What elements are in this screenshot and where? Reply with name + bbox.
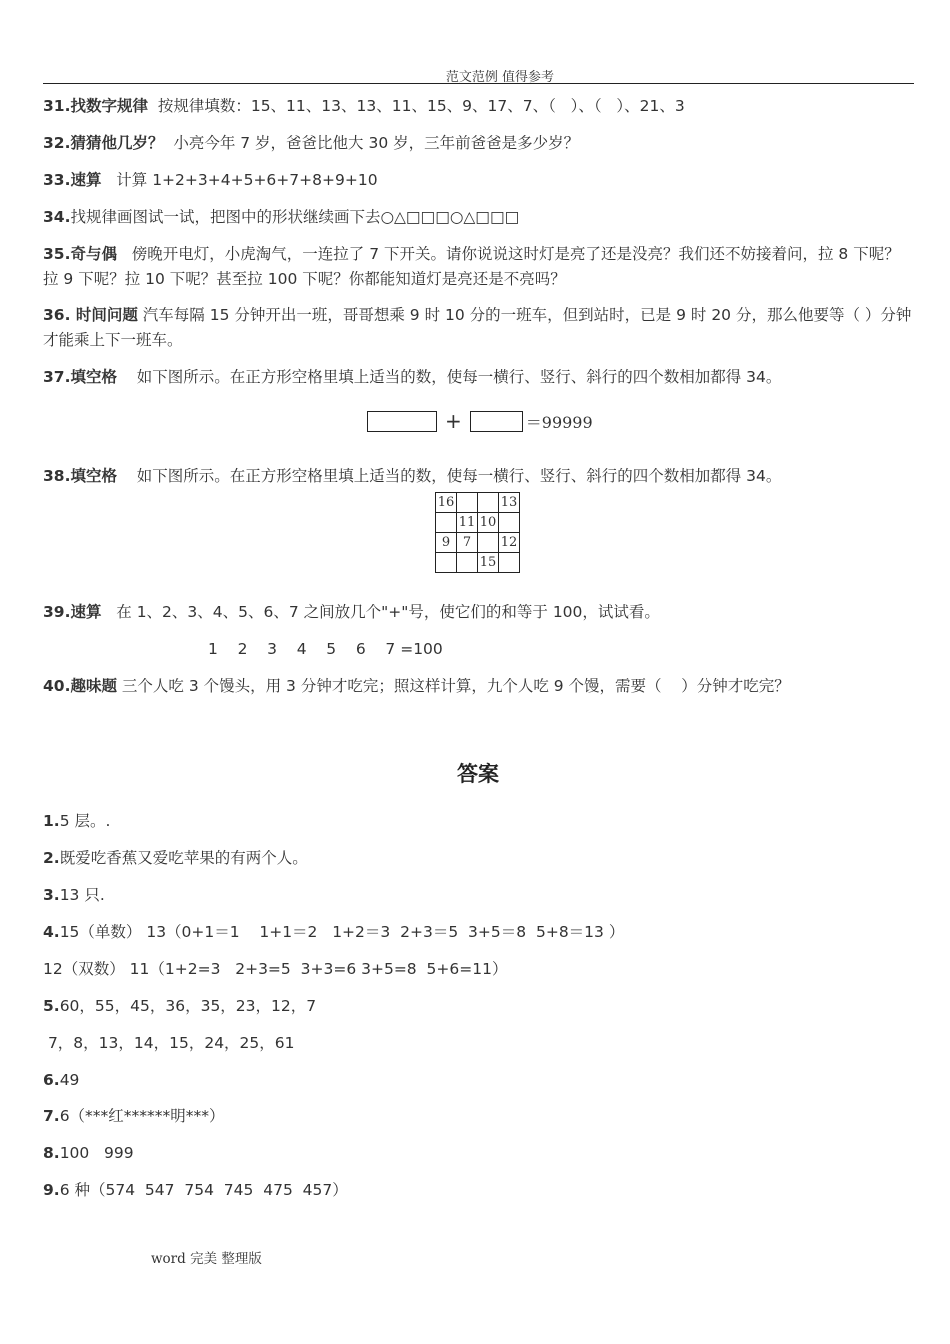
plus-sign: + <box>445 409 462 433</box>
question-31 <box>43 94 915 119</box>
answer-text: 5 层。. <box>59 812 111 830</box>
question-39 <box>43 600 915 625</box>
grid-row <box>436 493 520 513</box>
grid-cell: 10 <box>478 513 499 533</box>
question-37 <box>43 365 915 390</box>
question-title: 猜猜他几岁？ <box>70 134 164 152</box>
answer-text: 100 999 <box>59 1144 134 1162</box>
question-number: 36. <box>43 306 71 324</box>
grid-cell <box>457 493 478 513</box>
question-text: 找规律画图试一试，把图中的形状继续画下去○△□□□○△□□□ <box>70 208 520 226</box>
answer-text: 7，8，13，14，15，24，25，61 <box>43 1034 295 1052</box>
question-number: 32. <box>43 134 71 152</box>
question-title: 找数字规律 <box>70 97 148 115</box>
question-number: 40. <box>43 677 71 695</box>
answer-9 <box>43 1178 915 1203</box>
question-text: 在 1、2、3、4、5、6、7 之间放几个"+"号，使它们的和等于 100，试试看。 <box>101 603 660 621</box>
answer-5 <box>43 994 915 1019</box>
question-text: 小亮今年 7 岁，爸爸比他大 30 岁，三年前爸爸是多少岁？ <box>163 134 580 152</box>
answer-number: 6. <box>43 1071 60 1089</box>
question-text: 如下图所示。在正方形空格里填上适当的数，使每一横行、竖行、斜行的四个数相加都得 34。 <box>116 467 782 485</box>
question-title: 速算 <box>70 603 102 621</box>
question-title: 奇与偶 <box>70 245 117 263</box>
answer-number: 7. <box>43 1107 60 1125</box>
answer-text: 15（单数） 13（0+1＝1 1+1＝2 1+2＝3 2+3＝5 3+5＝8 5+8＝13 ） <box>59 923 625 941</box>
question-number: 34. <box>43 208 71 226</box>
answer-6 <box>43 1068 915 1093</box>
page-footer: word 完美 整理版 <box>151 1251 262 1267</box>
answers-title: 答案 <box>457 762 499 786</box>
answer-4 <box>43 920 915 945</box>
question-number: 37. <box>43 368 71 386</box>
question-number: 31. <box>43 97 71 115</box>
question-title: 时间问题 <box>70 306 138 324</box>
question-number: 39. <box>43 603 71 621</box>
grid-row <box>436 533 520 553</box>
question-35 <box>43 242 915 292</box>
question-32 <box>43 131 915 156</box>
question-33 <box>43 168 915 193</box>
question-text: 汽车每隔 15 分钟开出一班，哥哥想乘 9 时 10 分的一班车，但到站时，已是 9 时 20 分，那么他要等（ ）分钟才能乘上下一班车。 <box>43 306 912 349</box>
question-text: 傍晚开电灯，小虎淘气，一连拉了 7 下开关。请你说说这时灯是亮了还是没亮？我们还不妨接着问，拉 8 下呢？拉 9 下呢？拉 10 下呢？甚至拉 100 下呢？你都能知道灯是亮还是不亮吗？ <box>43 245 900 288</box>
question-34 <box>43 205 915 230</box>
grid-cell <box>499 513 520 533</box>
question-text: 按规律填数：15、11、13、13、11、15、9、17、7、（ ）、（ ）、21、3 <box>147 97 685 115</box>
answer-3 <box>43 883 915 908</box>
answer-number: 4. <box>43 923 60 941</box>
question-number: 33. <box>43 171 71 189</box>
question-number: 38. <box>43 467 71 485</box>
grid-cell <box>457 553 478 573</box>
answer-number: 1. <box>43 812 60 830</box>
answer-text: 既爱吃香蕉又爱吃苹果的有两个人。 <box>59 849 308 867</box>
grid-cell <box>478 533 499 553</box>
question-36 <box>43 303 915 353</box>
answer-5-continued <box>43 1031 915 1056</box>
answer-7 <box>43 1104 915 1129</box>
question-40 <box>43 674 915 699</box>
number-sequence: 1 2 3 4 5 6 7 =100 <box>208 640 443 658</box>
answer-4-continued <box>43 957 915 982</box>
answer-number: 3. <box>43 886 60 904</box>
magic-square-grid <box>435 492 520 573</box>
grid-cell: 12 <box>499 533 520 553</box>
question-title: 填空格 <box>70 467 117 485</box>
equation-result: ＝99999 <box>525 412 593 432</box>
answer-text: 49 <box>59 1071 80 1089</box>
page-header: 范文范例 值得参考 <box>445 70 555 85</box>
grid-cell: 9 <box>436 533 457 553</box>
question-text: 计算 1+2+3+4+5+6+7+8+9+10 <box>101 171 378 189</box>
answer-text: 6 种（574 547 754 745 475 457） <box>59 1181 348 1199</box>
answer-2 <box>43 846 915 871</box>
question-title: 填空格 <box>70 368 117 386</box>
question-38 <box>43 464 915 489</box>
grid-cell: 7 <box>457 533 478 553</box>
answer-box <box>470 411 523 432</box>
answer-number: 2. <box>43 849 60 867</box>
answer-box <box>367 411 437 432</box>
answer-text: 60，55，45，36，35，23，12，7 <box>59 997 317 1015</box>
grid-cell: 15 <box>478 553 499 573</box>
grid-cell <box>436 513 457 533</box>
question-text: 三个人吃 3 个馒头，用 3 分钟才吃完；照这样计算，九个人吃 9 个馒，需要（ ）分钟才吃完？ <box>116 677 790 695</box>
grid-cell: 11 <box>457 513 478 533</box>
answer-number: 5. <box>43 997 60 1015</box>
question-text: 如下图所示。在正方形空格里填上适当的数，使每一横行、竖行、斜行的四个数相加都得 34。 <box>116 368 782 386</box>
answer-text: 12（双数） 11（1+2=3 2+3=5 3+3=6 3+5=8 5+6=11） <box>43 960 508 978</box>
grid-cell <box>499 553 520 573</box>
grid-row <box>436 513 520 533</box>
answer-8 <box>43 1141 915 1166</box>
answer-number: 9. <box>43 1181 60 1199</box>
answer-1 <box>43 809 915 834</box>
grid-cell: 16 <box>436 493 457 513</box>
answer-number: 8. <box>43 1144 60 1162</box>
answer-text: 13 只. <box>59 886 105 904</box>
question-title: 趣味题 <box>70 677 117 695</box>
grid-cell: 13 <box>499 493 520 513</box>
grid-cell <box>478 493 499 513</box>
question-title: 速算 <box>70 171 102 189</box>
question-number: 35. <box>43 245 71 263</box>
grid-row <box>436 553 520 573</box>
grid-cell <box>436 553 457 573</box>
sum-equation <box>367 409 593 433</box>
header-divider <box>43 83 914 84</box>
answer-text: 6（***红******明***） <box>59 1107 225 1125</box>
